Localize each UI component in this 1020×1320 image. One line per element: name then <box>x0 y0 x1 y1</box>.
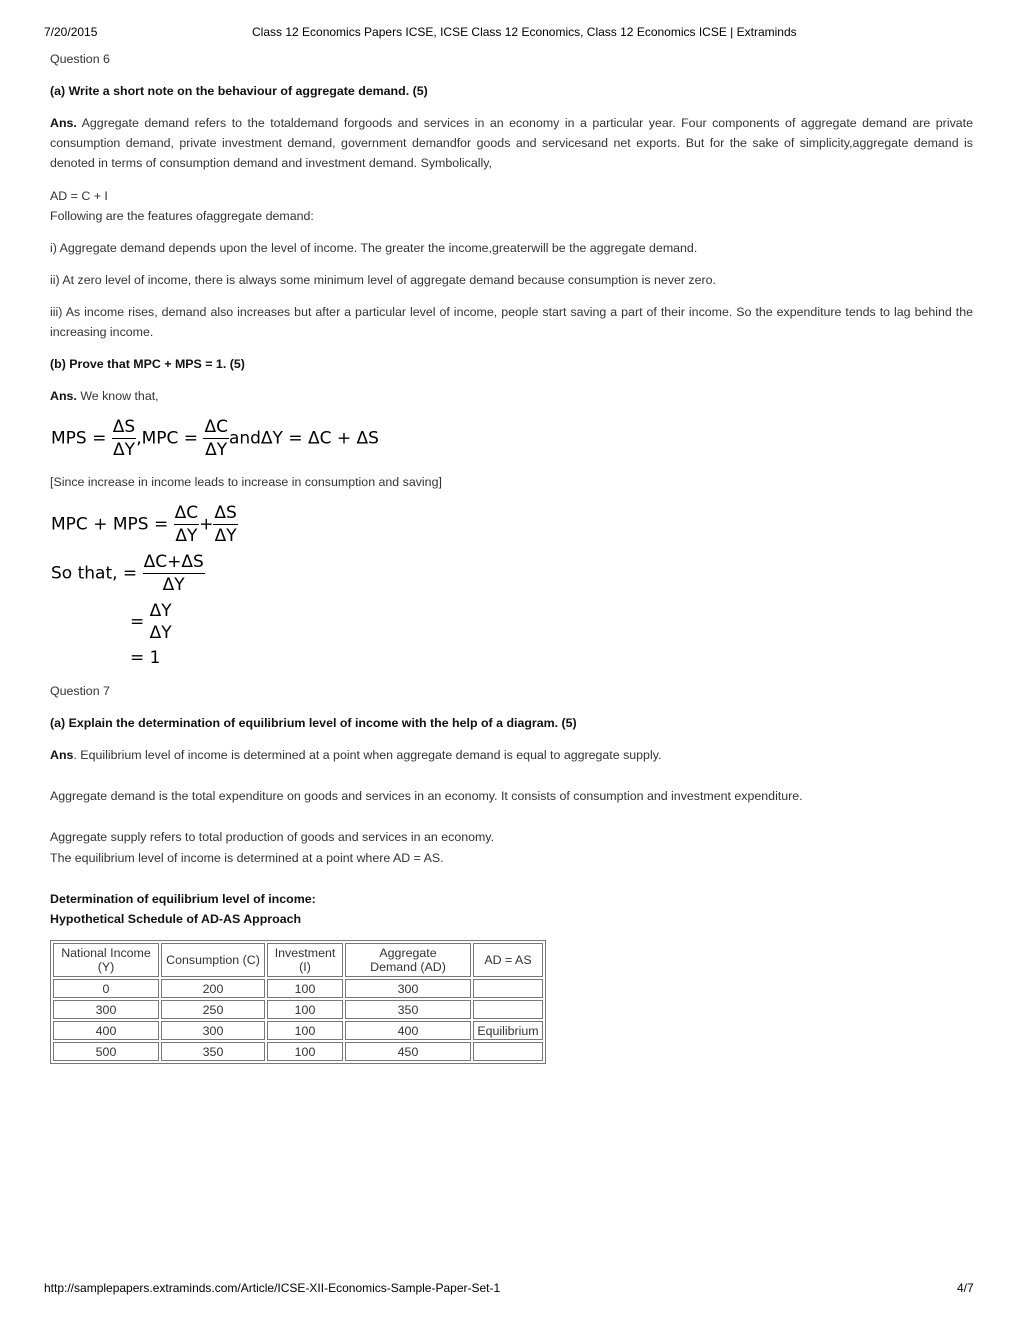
answer-text: . Equilibrium level of income is determined at a point when aggregate demand is equal to aggregate supply. <box>73 748 662 762</box>
answer-7a-p1 <box>50 745 973 765</box>
cell: 350 <box>345 1000 471 1019</box>
header-investment: Investment (I) <box>267 943 343 977</box>
denominator: ΔY <box>162 575 185 595</box>
plus: + <box>199 514 214 535</box>
answer-text: Aggregate demand refers to the totaldemand forgoods and services in an economy in a particular year. Four components of aggregate demand are private consumption demand, private investment demand, government demandfor goods and servicesand net exports. But for the sake of simplicity,aggregate demand is denoted in terms of consumption demand and investment demand. Symbolically, <box>50 116 973 170</box>
denominator: ΔY <box>214 526 237 546</box>
numerator: ΔC <box>204 417 228 437</box>
feature-2: ii) At zero level of income, there is always some minimum level of aggregate demand because consumption is never zero. <box>50 273 716 287</box>
cell: 400 <box>345 1021 471 1040</box>
table-row <box>53 1021 543 1040</box>
cell: 400 <box>53 1021 159 1040</box>
ad-as-schedule-table <box>50 940 546 1064</box>
cell: 100 <box>267 1000 343 1019</box>
numerator: ΔS <box>112 417 136 437</box>
cell: 100 <box>267 1021 343 1040</box>
table-row <box>53 1042 543 1061</box>
header-ad-as: AD = AS <box>473 943 543 977</box>
mpc-mps-sum <box>51 502 238 547</box>
table-row <box>53 1000 543 1019</box>
dy-over-dy-step <box>130 600 172 644</box>
numerator: ΔC <box>174 503 199 523</box>
denominator: ΔY <box>175 526 198 546</box>
equals-one: = 1 <box>130 648 161 668</box>
footer-url[interactable]: http://samplepapers.extraminds.com/Article/ICSE-XII-Economics-Sample-Paper-Set-1 <box>44 1281 501 1295</box>
denominator: ΔY <box>205 440 228 460</box>
print-date: 7/20/2015 <box>44 25 98 39</box>
answer-6a-paragraph <box>50 113 973 173</box>
ans-label: Ans. <box>50 116 77 130</box>
mps-mpc-definition <box>51 416 379 461</box>
cell: 450 <box>345 1042 471 1061</box>
cell: 0 <box>53 979 159 998</box>
cell <box>473 1000 543 1019</box>
so-that-step <box>51 551 205 596</box>
numerator: ΔS <box>214 503 237 523</box>
schedule-heading: Hypothetical Schedule of AD-AS Approach <box>50 912 302 926</box>
header-consumption: Consumption (C) <box>161 943 265 977</box>
cell <box>473 1042 543 1061</box>
sum-lhs: MPC + MPS = <box>51 514 169 535</box>
income-identity: andΔY = ΔC + ΔS <box>228 428 379 449</box>
cell: 300 <box>345 979 471 998</box>
cell: 500 <box>53 1042 159 1061</box>
features-intro: Following are the features ofaggregate demand: <box>50 209 314 223</box>
mpc-label: ,MPC = <box>136 428 199 449</box>
question-6-label: Question 6 <box>50 52 110 66</box>
question-6a-title: (a) Write a short note on the behaviour of aggregate demand. (5) <box>50 84 428 98</box>
table-header-row <box>53 943 543 977</box>
header-aggregate-demand: Aggregate Demand (AD) <box>345 943 471 977</box>
cell <box>473 979 543 998</box>
ans-label: Ans. <box>50 389 77 403</box>
answer-6b-intro <box>50 386 973 406</box>
cell: 350 <box>161 1042 265 1061</box>
since-note: [Since increase in income leads to increase in consumption and saving] <box>50 475 442 489</box>
cell: 300 <box>161 1021 265 1040</box>
cell: 200 <box>161 979 265 998</box>
mps-label: MPS = <box>51 428 107 449</box>
answer-text: We know that, <box>80 389 159 403</box>
feature-1: i) Aggregate demand depends upon the level of income. The greater the income,greaterwill be the aggregate demand. <box>50 241 698 255</box>
feature-3: iii) As income rises, demand also increases but after a particular level of income, people start saving a part of their income. So the expenditure tends to lag behind the increasing income. <box>50 305 973 339</box>
ans-label: Ans <box>50 748 74 762</box>
cell: Equilibrium <box>473 1021 543 1040</box>
page-title: Class 12 Economics Papers ICSE, ICSE Class 12 Economics, Class 12 Economics ICSE | Extraminds <box>252 25 797 39</box>
question-7a-title: (a) Explain the determination of equilibrium level of income with the help of a diagram. (5) <box>50 716 577 730</box>
table-row <box>53 979 543 998</box>
cell: 100 <box>267 1042 343 1061</box>
cell: 300 <box>53 1000 159 1019</box>
determination-heading: Determination of equilibrium level of income: <box>50 892 316 906</box>
question-6b-title: (b) Prove that MPC + MPS = 1. (5) <box>50 357 245 371</box>
answer-7a-p3: Aggregate supply refers to total production of goods and services in an economy. <box>50 830 495 844</box>
numerator: ΔY <box>149 601 172 621</box>
answer-7a-p2: Aggregate demand is the total expenditure on goods and services in an economy. It consists of consumption and investment expenditure. <box>50 789 803 803</box>
so-that-label: So that, = <box>51 563 138 584</box>
numerator: ΔC+ΔS <box>143 552 204 572</box>
cell: 100 <box>267 979 343 998</box>
question-7-label: Question 7 <box>50 684 110 698</box>
ad-formula: AD = C + I <box>50 189 108 203</box>
equals: = <box>130 612 145 632</box>
page-number: 4/7 <box>957 1281 974 1295</box>
cell: 250 <box>161 1000 265 1019</box>
denominator: ΔY <box>112 440 135 460</box>
denominator: ΔY <box>149 623 172 643</box>
answer-7a-p4: The equilibrium level of income is determined at a point where AD = AS. <box>50 851 444 865</box>
header-national-income: National Income (Y) <box>53 943 159 977</box>
